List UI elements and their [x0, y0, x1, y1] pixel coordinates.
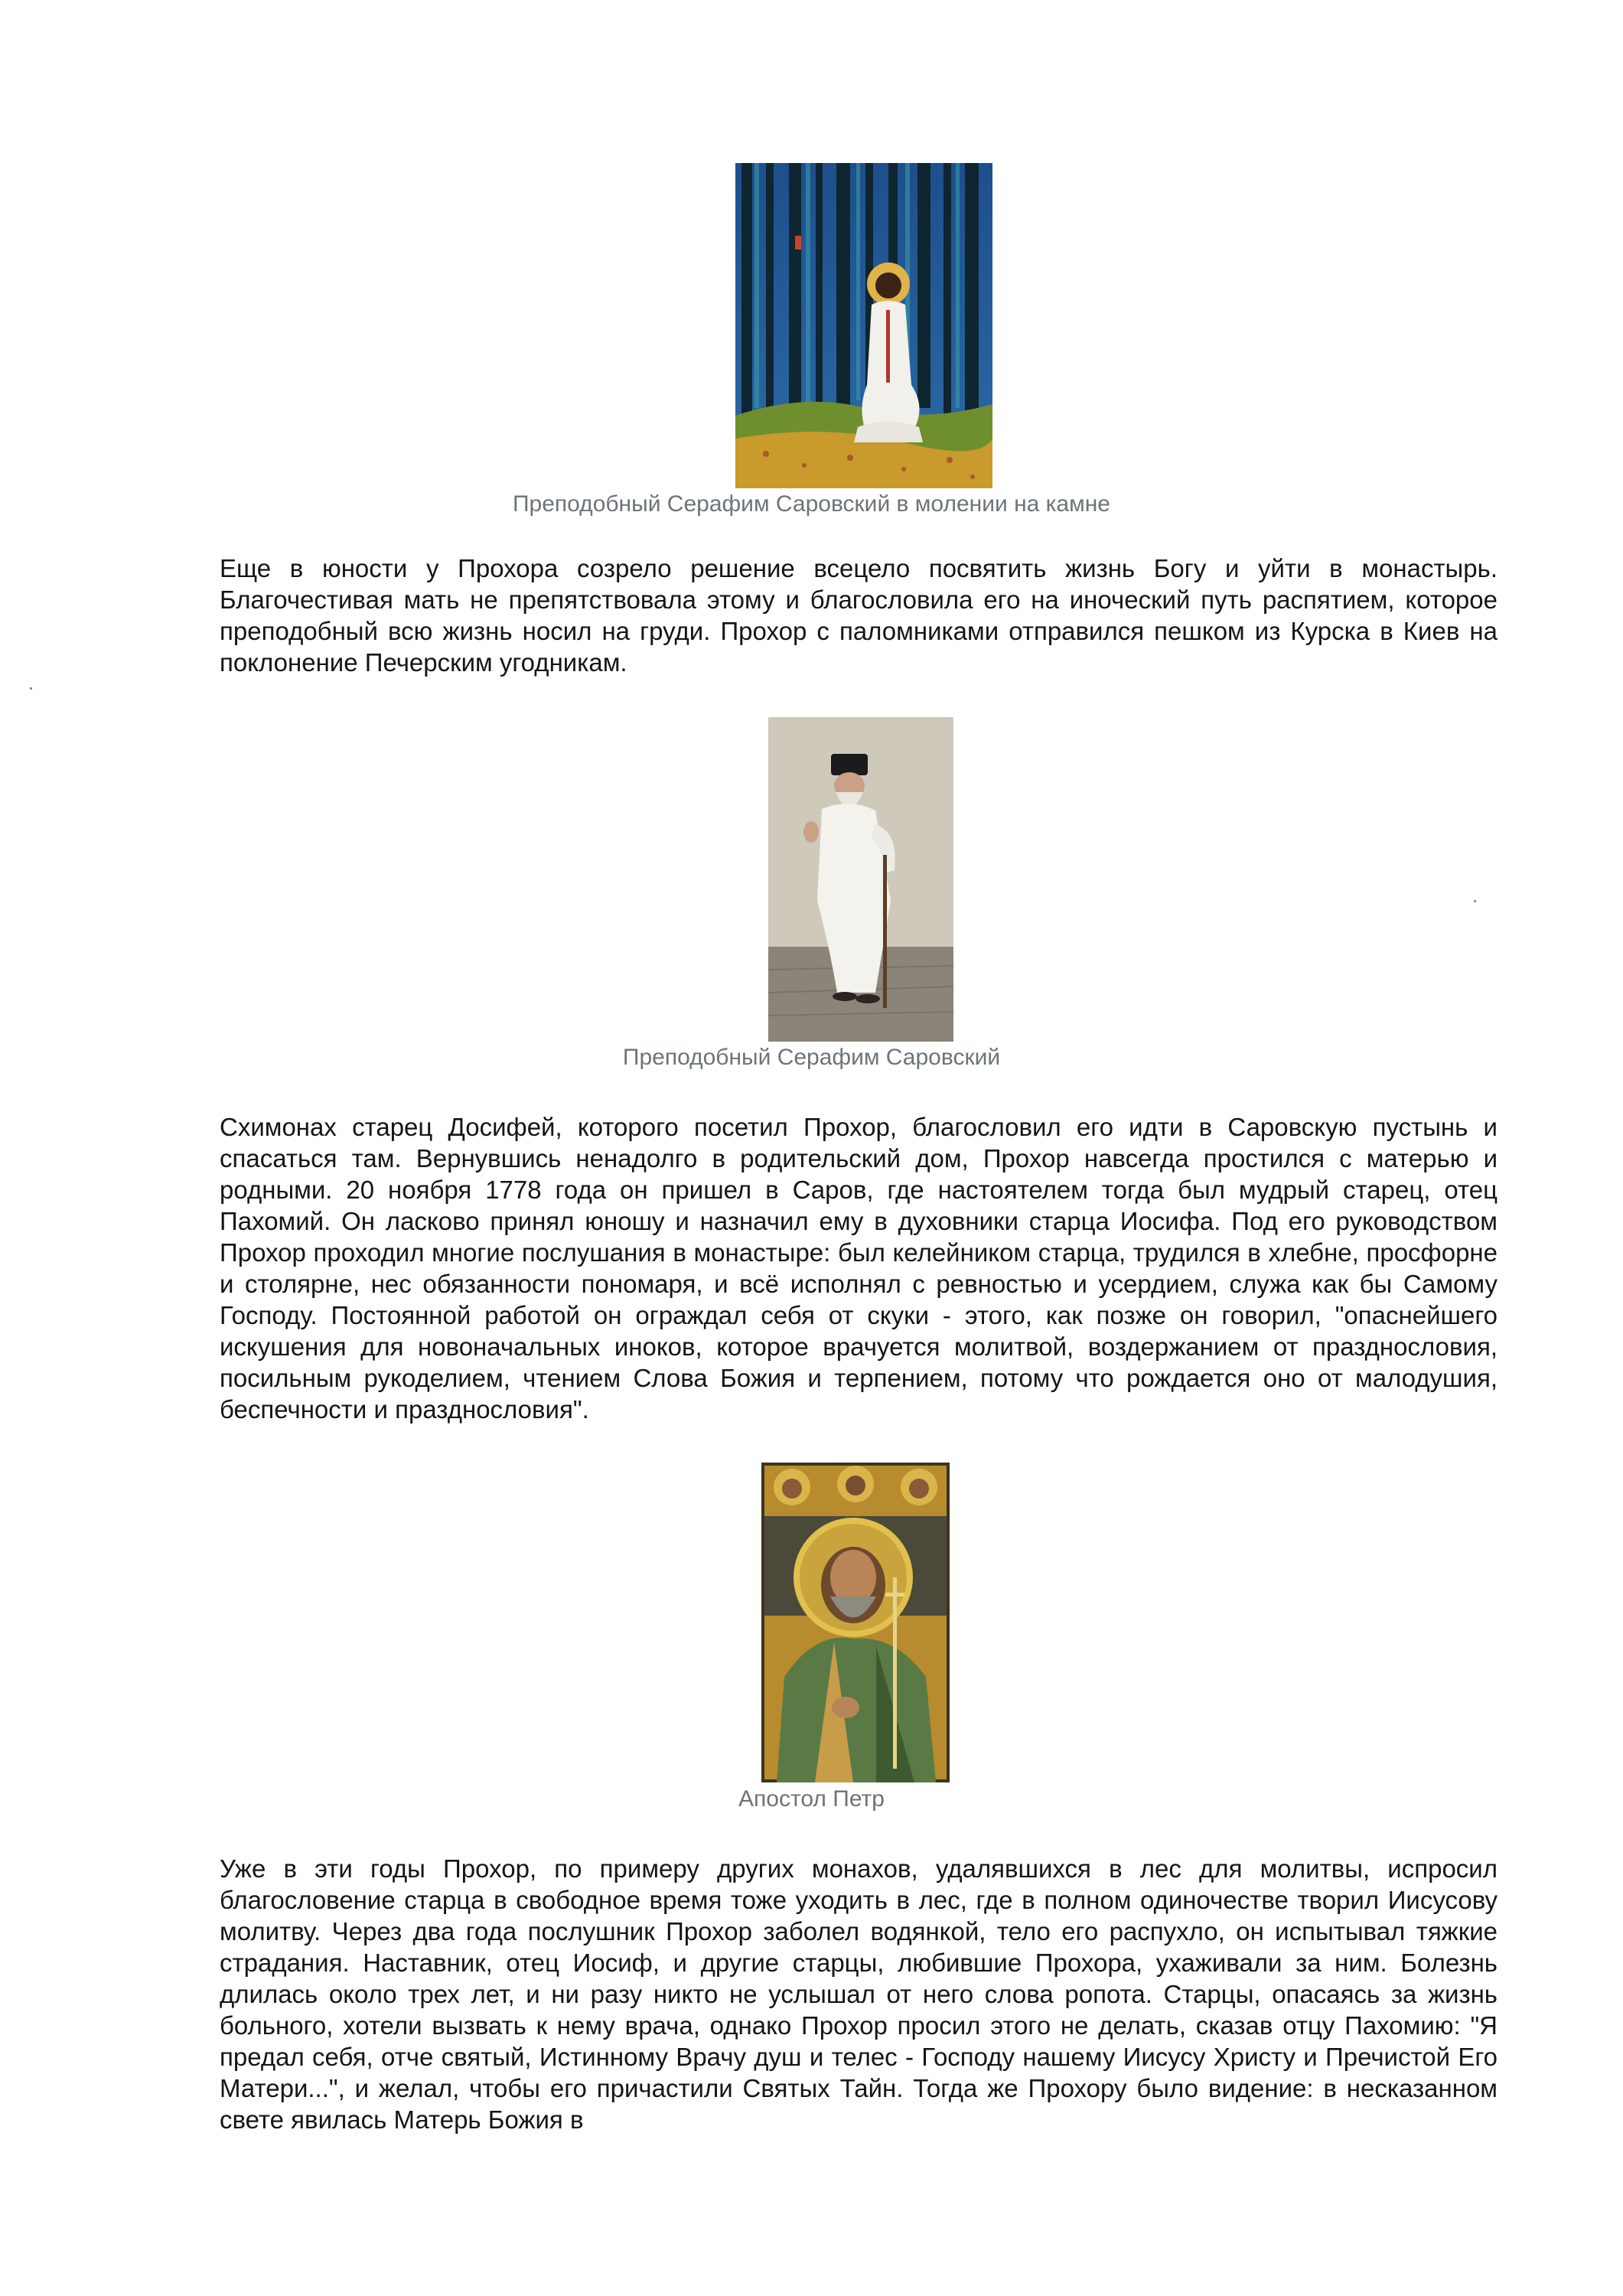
seraphim-praying-on-rock-icon: [735, 163, 992, 488]
seraphim-portrait-icon: [768, 717, 953, 1042]
paragraph-2: Схимонах старец Досифей, которого посетил Прохор, благословил его идти в Саровскую пустынь и спасаться там. Вернувшись ненадолго в родительский дом, Прохор навсегда простился с матерью и родными. 20 ноября 1778 года он пришел в Саров, где настоятелем тогда был мудрый старец, отец Пахомий. Он ласково принял юношу и назначил ему в духовники старца Иосифа. Под его руководством Прохор проходил многие послушания в монастыре: был келейником старца, трудился в хлебне, просфорне и столярне, нес обязанности пономаря, и всё исполнял с ревностью и усердием, служа как бы Самому Господу. Постоянной работой он ограждал себя от скуки - этого, как позже он говорил, "опаснейшего искушения для новоначальных иноков, которое врачуется молитвой, воздержанием от празднословия, посильным рукоделием, чтением Слова Божия и терпением, потому что рождается оно от малодушия, беспечности и празднословия".: [220, 1113, 1498, 1424]
paragraph-1: Еще в юности у Прохора созрело решение всецело посвятить жизнь Богу и уйти в монастырь. Благочестивая мать не препятствовала этому и благословила его на иноческий путь распятием, которое преподобный всю жизнь носил на груди. Прохор с паломниками отправился пешком из Курска в Киев на поклонение Печерским угодникам.: [220, 554, 1498, 677]
apostle-peter-icon: [761, 1463, 950, 1782]
figure-caption: Преподобный Серафим Саровский: [622, 1045, 1001, 1070]
scan-speck: [1474, 900, 1476, 902]
figure-caption: Преподобный Серафим Саровский в молении на камне: [512, 491, 1110, 517]
paragraph-3: Уже в эти годы Прохор, по примеру других монахов, удалявшихся в лес для молитвы, испросил благословение старца в свободное время тоже уходить в лес, где в полном одиночестве творил Иисусову молитву. Через два года послушник Прохор заболел водянкой, тело его распухло, он испытывал тяжкие страдания. Наставник, отец Иосиф, и другие старцы, любившие Прохора, ухаживали за ним. Болезнь длилась около трех лет, и ни разу никто не услышал от него слова ропота. Старцы, опасаясь за жизнь больного, хотели вызвать к нему врача, однако Прохор просил этого не делать, сказав отцу Пахомию: "Я предал себя, отче святый, Истинному Врачу душ и телес - Господу нашему Иисусу Христу и Пречистой Его Матери...", и желал, чтобы его причастили Святых Тайн. Тогда же Прохору было видение: в несказанном свете явилась Матерь Божия в: [220, 1854, 1498, 2134]
figure-caption: Апостол Петр: [738, 1786, 885, 1812]
scan-speck: [30, 687, 32, 690]
